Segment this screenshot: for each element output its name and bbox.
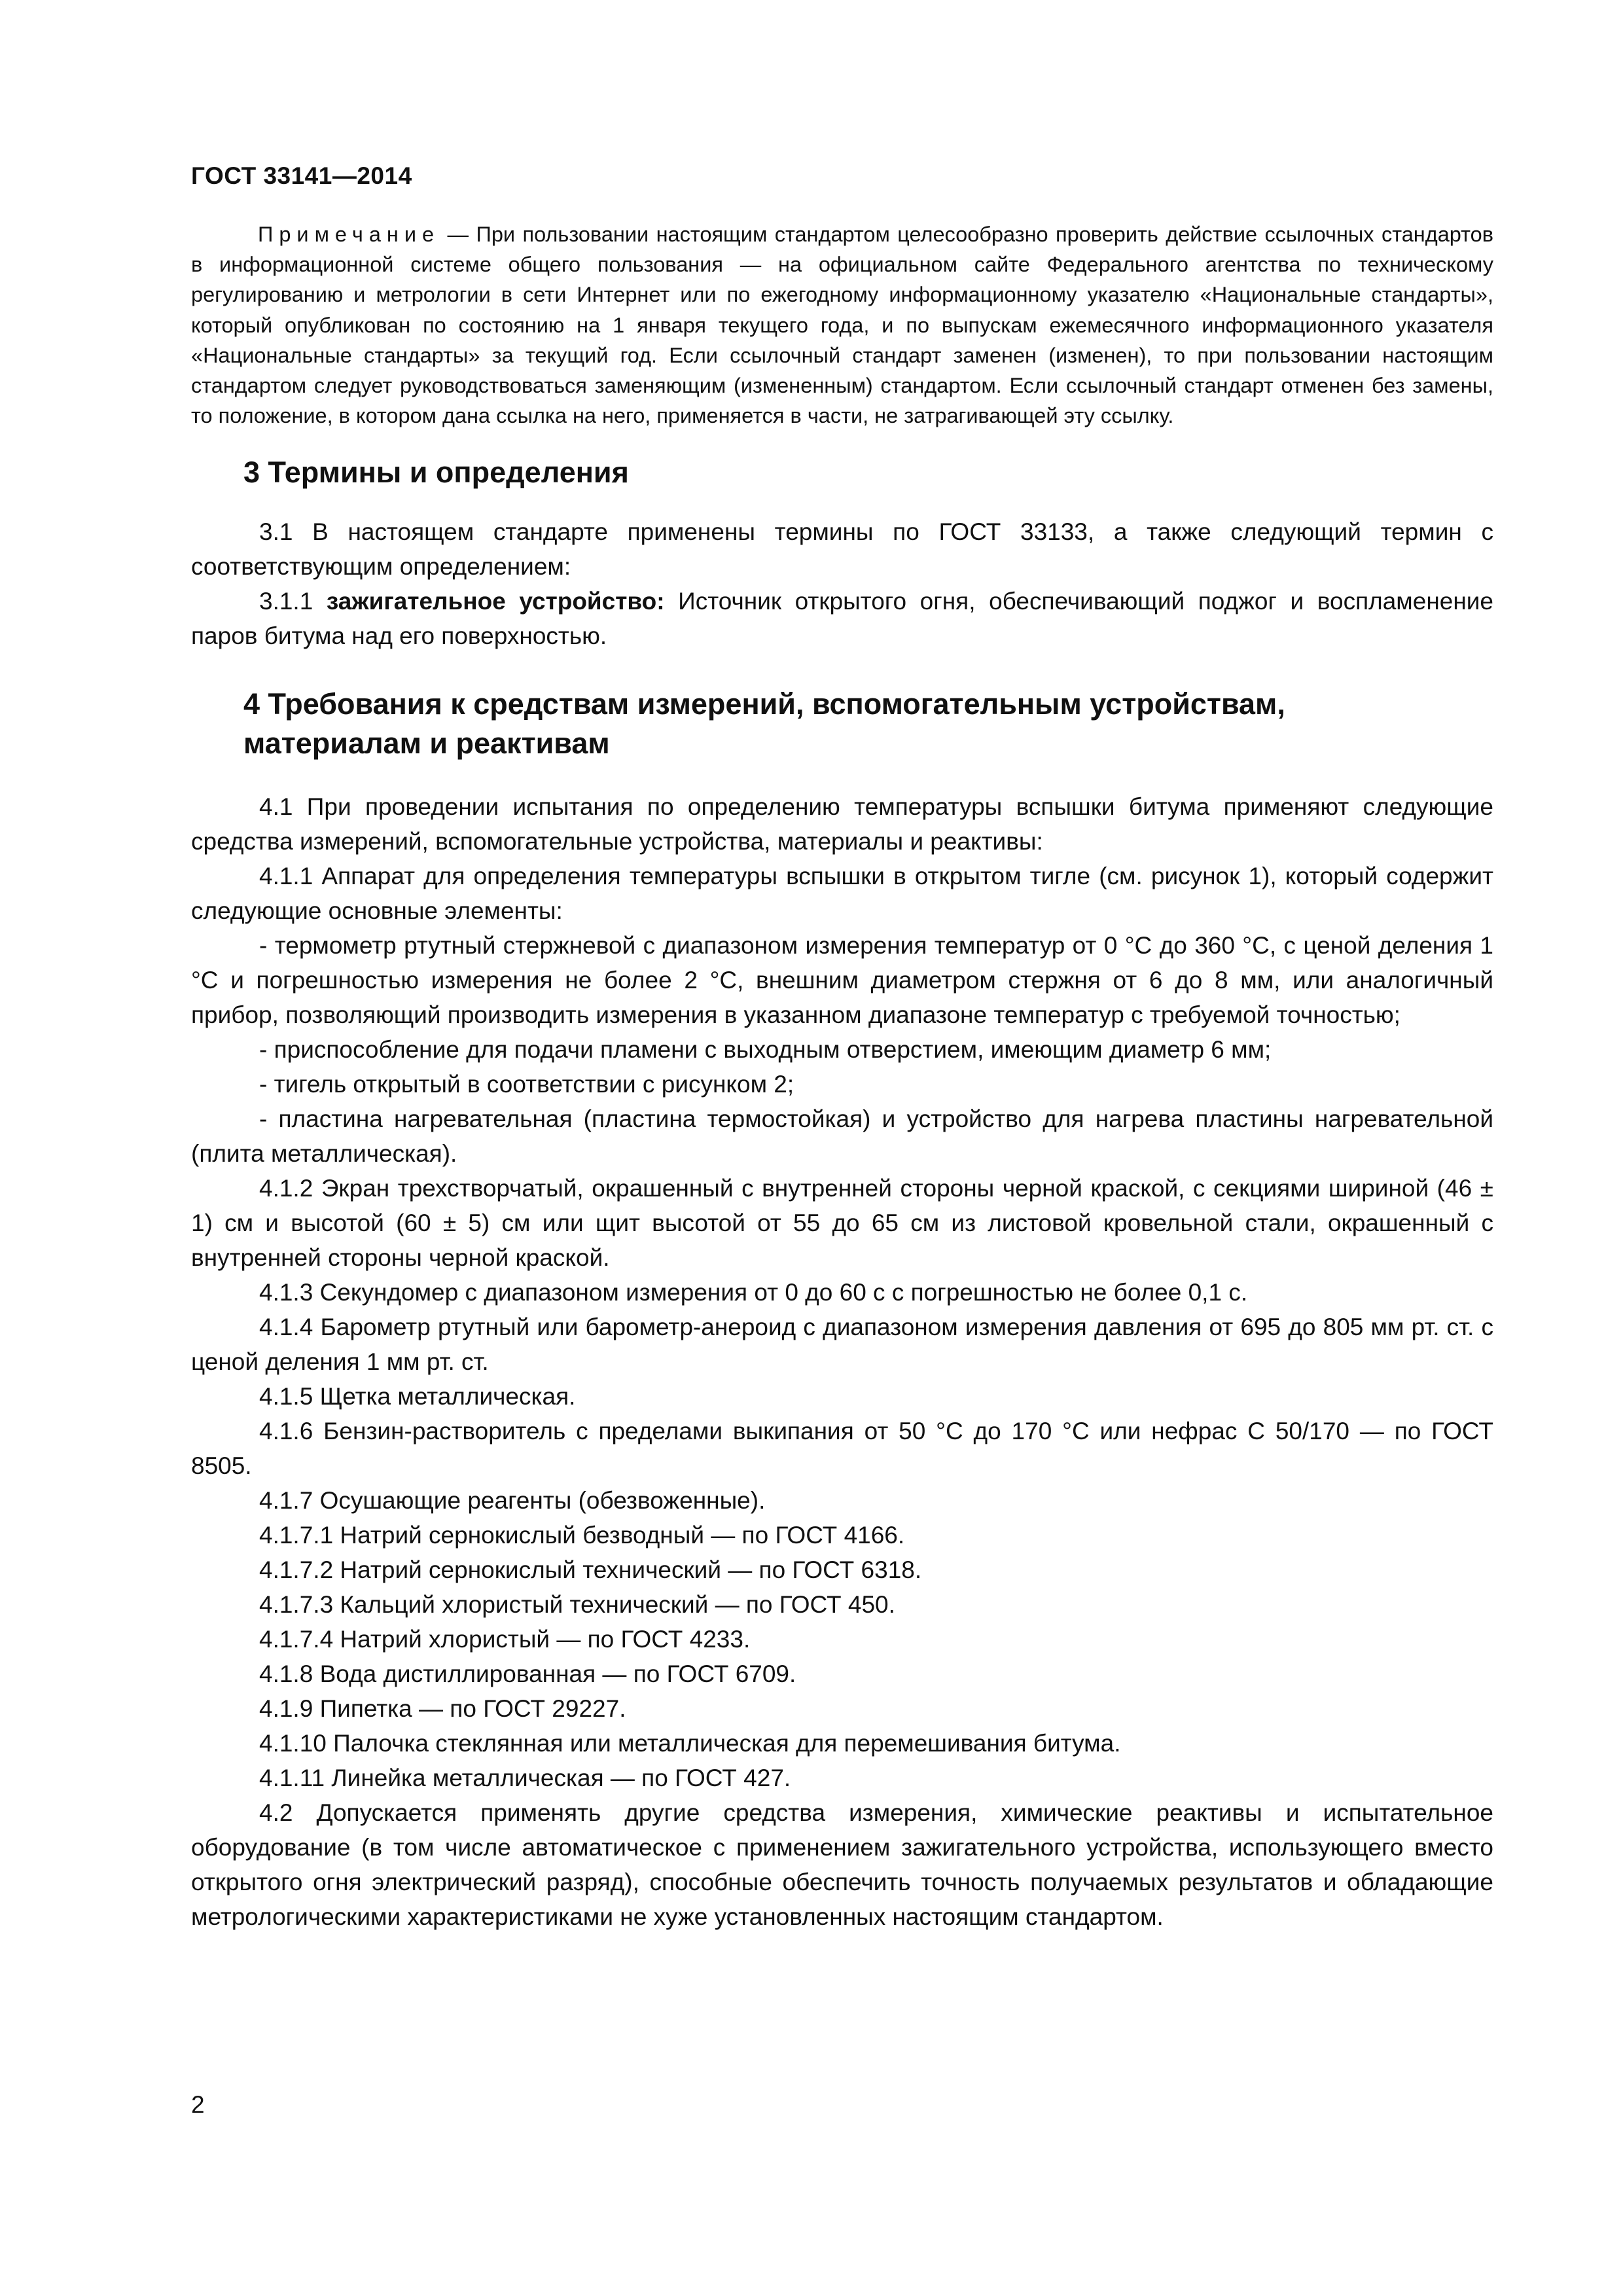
list-item-thermometer: - термометр ртутный стержневой с диапазоном измерения температур от 0 °С до 360 °С, с ценой деления 1 °С и погрешностью измерения не более 2 °С, внешним диаметром стержня от 6 до 8 мм, или аналогичный прибор, позволяющий производить измерения в указанном диапазоне температур с требуемой точностью; [191,932,1493,1029]
paragraph-4-1-7-4: 4.1.7.4 Натрий хлористый — по ГОСТ 4233. [259,1626,751,1653]
list-item-crucible: - тигель открытый в соответствии с рисунком 2; [259,1071,794,1098]
term-number: 3.1.1 [259,588,327,615]
paragraph-4-1: 4.1 При проведении испытания по определению температуры вспышки битума применяют следующие средства измерений, вспомогательные устройства, материалы и реактивы: [191,793,1493,855]
paragraph-3-1: 3.1 В настоящем стандарте применены термины по ГОСТ 33133, а также следующий термин с соответствующим определением: [191,518,1493,581]
paragraph-4-1-4: 4.1.4 Барометр ртутный или барометр-анероид с диапазоном измерения давления от 695 до 805 мм рт. ст. с ценой деления 1 мм рт. ст. [191,1314,1493,1376]
list-item-heating-plate: - пластина нагревательная (пластина термостойкая) и устройство для нагрева пластины нагревательной (плита металлическая). [191,1105,1493,1168]
paragraph-4-1-7-3: 4.1.7.3 Кальций хлористый технический — по ГОСТ 450. [259,1591,895,1619]
paragraph-4-1-8: 4.1.8 Вода дистиллированная — по ГОСТ 6709. [259,1660,796,1688]
paragraph-3-1-1 [191,584,1493,653]
reference-note [191,219,1493,431]
paragraph-4-1-5: 4.1.5 Щетка металлическая. [259,1383,576,1410]
note-text: — При пользовании настоящим стандартом целесообразно проверить действие ссылочных стандартов в информационной системе общего пользования — на официальном сайте Федерального агентства по техническому регулированию и метрологии в сети Интернет или по ежегодному информационному указателю «Национальные стандарты», который опубликован по состоянию на 1 января текущего года, и по выпускам ежемесячного информационного указателя «Национальные стандарты» за текущий год. Если ссылочный стандарт заменен (изменен), то при пользовании настоящим стандартом следует руководствоваться заменяющим (измененным) стандартом. Если ссылочный стандарт отменен без замены, то положение, в котором дана ссылка на него, применяется в части, не затрагивающей эту ссылку. [191,223,1493,428]
paragraph-4-1-1: 4.1.1 Аппарат для определения температуры вспышки в открытом тигле (см. рисунок 1), который содержит следующие основные элементы: [191,863,1493,925]
paragraph-4-1-7: 4.1.7 Осушающие реагенты (обезвоженные). [259,1487,766,1515]
paragraph-4-1-11: 4.1.11 Линейка металлическая — по ГОСТ 427. [259,1765,791,1792]
page-number: 2 [191,2091,205,2118]
section-4-heading-line-2: материалам и реактивам [243,726,610,761]
paragraph-4-1-9: 4.1.9 Пипетка — по ГОСТ 29227. [259,1695,626,1723]
paragraph-4-1-3: 4.1.3 Секундомер с диапазоном измерения от 0 до 60 с с погрешностью не более 0,1 с. [259,1279,1248,1306]
paragraph-4-1-2: 4.1.2 Экран трехстворчатый, окрашенный с внутренней стороны черной краской, с секциями шириной (46 ± 1) см и высотой (60 ± 5) см или щит высотой от 55 до 65 см из листовой кровельной стали, окрашенный с внутренней стороны черной краской. [191,1175,1493,1272]
note-label: Примечание [258,223,440,246]
term-name: зажигательное устройство: [326,588,665,615]
section-4-body [191,789,1493,1934]
paragraph-4-1-7-2: 4.1.7.2 Натрий сернокислый технический — по ГОСТ 6318. [259,1556,922,1584]
standard-header: ГОСТ 33141—2014 [191,162,412,189]
paragraph-4-1-6: 4.1.6 Бензин-растворитель с пределами выкипания от 50 °С до 170 °С или нефрас С 50/170 — по ГОСТ 8505. [191,1418,1493,1480]
list-item-flame-device: - приспособление для подачи пламени с выходным отверстием, имеющим диаметр 6 мм; [259,1036,1272,1064]
section-3-body [191,514,1493,653]
section-4-heading-line-1: 4 Требования к средствам измерений, вспомогательным устройствам, [243,687,1285,721]
paragraph-4-1-7-1: 4.1.7.1 Натрий сернокислый безводный — по ГОСТ 4166. [259,1522,905,1549]
paragraph-4-1-10: 4.1.10 Палочка стеклянная или металлическая для перемешивания битума. [259,1730,1121,1757]
section-4-heading [191,685,1493,763]
paragraph-4-2: 4.2 Допускается применять другие средства измерения, химические реактивы и испытательное оборудование (в том числе автоматическое с применением зажигательного устройства, использующего вместо открытого огня электрический разряд), способные обеспечить точность получаемых результатов и обладающие метрологическими характеристиками не хуже установленных настоящим стандартом. [191,1799,1493,1931]
page-content [191,219,1493,1934]
term-definition: Источник открытого огня, обеспечивающий поджог и воспламенение паров битума над его поверхностью. [191,588,1494,650]
section-3-heading: 3 Термины и определения [243,456,629,490]
